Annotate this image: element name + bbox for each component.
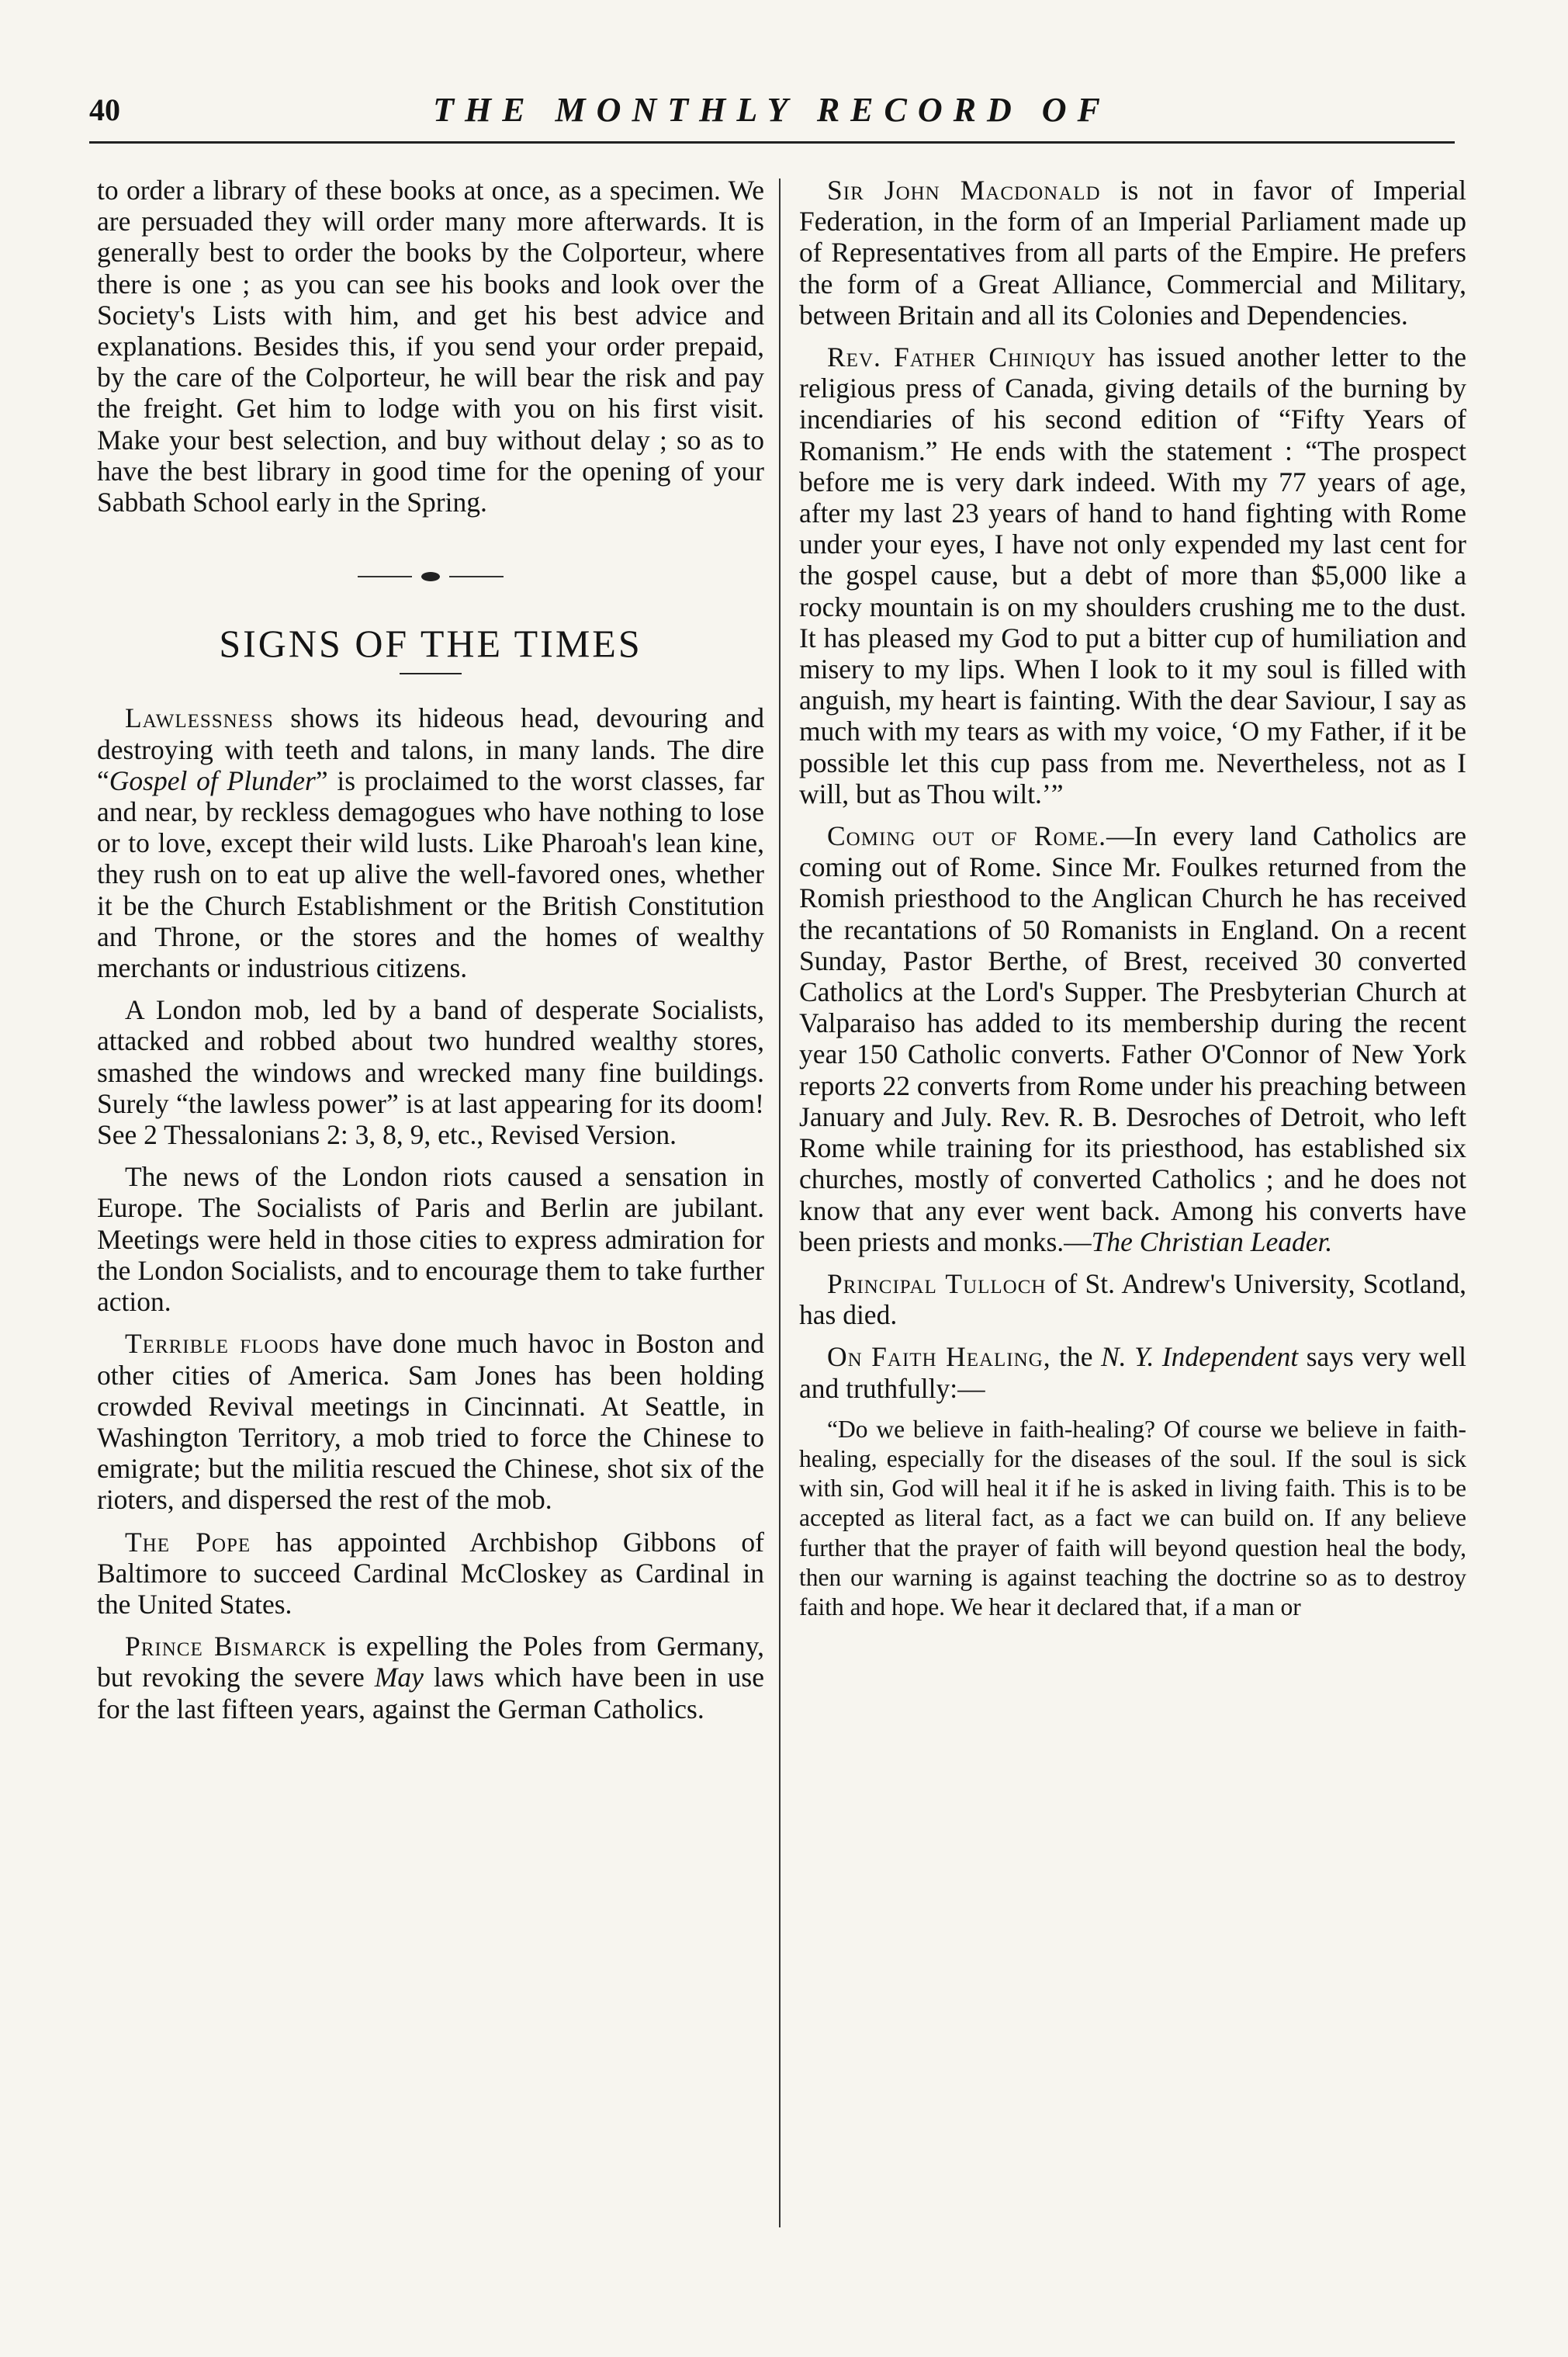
emphasis-gospel-of-plunder: Gospel of Plunder [109,764,316,796]
text-floods: have done much havoc in Boston and other cities of America. Sam Jones has been holding crowded Revival meetings in Cincinnati. At Seattle, in Washington Territory, a mob tried to force the Chinese to emigrate; but the militia rescued the Chinese, shot six of the rioters, and dispersed the rest of the mob. [97,1328,764,1516]
ornament-icon [421,572,440,581]
paragraph-bismarck [97,1631,764,1724]
title-rule [400,673,462,674]
text-bismarck-a: is expelling the Poles from Germany, but revoking the severe [97,1631,764,1693]
ornament-line-left [358,576,412,577]
paragraph-macdonald [799,175,1466,331]
paragraph-floods [97,1328,764,1515]
emphasis-independent: N. Y. Independent [1100,1341,1299,1373]
running-title: THE MONTHLY RECORD OF [433,91,1111,129]
paragraph-tulloch [799,1268,1466,1330]
page-header [89,85,1455,147]
right-column [799,175,1466,1633]
emphasis-may: May [374,1662,424,1693]
text-tulloch: of St. Andrew's University, Scotland, has died. [799,1267,1466,1331]
lead-faith-healing: On Faith Healing, [827,1341,1051,1373]
text-lawlessness-a: shows its hideous head, devouring and destroying with teeth and talons, in many lands. The dire “ [97,702,764,796]
paragraph-lawlessness [97,702,764,983]
paragraph-london-mob: A London mob, led by a band of desperate Socialists, attacked and robbed about two hundred wealthy stores, smashed the windows and wrecked many fine buildings. Surely “the lawless power” is at last appearing for its doom! See 2 Thessalonians 2: 3, 8, 9, etc., Revised Version. [97,994,764,1151]
lead-macdonald: Sir John Macdonald [827,175,1101,206]
header-rule [89,141,1455,144]
lead-bismarck: Prince Bismarck [125,1631,327,1662]
lead-floods: Terrible floods [125,1328,320,1360]
paragraph-chiniquy [799,341,1466,809]
text-chiniquy: has issued another letter to the religious press of Canada, giving details of the burning by incendiaries of his second edition of “Fifty Years of Romanism.” He ends with the statement : “The prospect before me is very dark indeed. With my 77 years of age, after my last 23 years of hand to hand fighting with Rome under your eyes, I have not only expended my last cent for the gospel cause, but a debt of more than $5,000 like a rocky mountain is on my shoulders crushing me to the dust. It has pleased my God to put a bitter cup of humiliation and misery to my lips. When I look to it my soul is filled with anguish, my heart is fainting. With the dear Saviour, I say as much with my tears as with my voice, ‘O my Father, if it be possible let this cup pass from me. Nevertheless, not as I will, but as Thou wilt.’” [799,341,1466,809]
ornament-line-right [449,576,504,577]
section-ornament [97,558,764,581]
left-column [97,175,764,1735]
column-divider [779,179,781,2227]
citation-christian-leader: The Christian Leader. [1091,1225,1333,1257]
paragraph-london-riots: The news of the London riots caused a sensation in Europe. The Socialists of Paris and Berlin are jubilant. Meetings were held in those cities to express admiration for the London Socialists, and to encourage them to take further action. [97,1161,764,1318]
quote-faith-healing: “Do we believe in faith-healing? Of course we believe in faith-healing, especially for the diseases of the soul. If the soul is sick with sin, God will heal it if he is asked in living faith. This is to be accepted as literal fact, as a fact we can build on. If any believe further that the prayer of faith will beyond question heal the body, then our warning is against teaching the doctrine so as to destroy faith and hope. We hear it declared that, if a man or [799,1415,1466,1620]
lead-coming-out-of-rome: Coming out of Rome. [827,820,1106,852]
paragraph-pope [97,1527,764,1620]
paragraph-coming-out-of-rome [799,820,1466,1257]
lead-lawlessness: Lawlessness [125,702,274,734]
section-title: SIGNS OF THE TIMES [219,622,642,666]
text-faith-healing-b: says very well and truthfully:— [799,1341,1466,1404]
text-faith-healing-a: the [1051,1341,1101,1373]
text-macdonald: is not in favor of Imperial Federation, in the form of an Imperial Parliament made up of Representatives from all parts of the Empire. He prefers the form of a Great Alliance, Commercial and Military, between Britain and all its Colonies and Dependencies. [799,175,1466,331]
text-coming-out-of-rome: —In every land Catholics are coming out of Rome. Since Mr. Foulkes returned from the Romish priesthood to the Anglican Church he has received the recantations of 50 Romanists in England. On a recent Sunday, Pastor Berthe, of Brest, received 30 converted Catholics at the Lord's Supper. The Presbyterian Church at Valparaiso has added to its membership during the recent year 150 Catholic converts. Father O'Connor of New York reports 22 converts from Rome under his preaching between January and July. Rev. R. B. Desroches of Detroit, who left Rome while training for its priesthood, has established six churches, mostly of converted Catholics ; and he does not know that any ever went back. Among his converts have been priests and monks.— [799,820,1466,1257]
lead-pope: The Pope [125,1526,251,1558]
page-number: 40 [89,92,120,127]
text-bismarck-b: laws which have been in use for the last fifteen years, against the German Catholics. [97,1662,764,1724]
lead-tulloch: Principal Tulloch [827,1267,1047,1299]
lead-chiniquy: Rev. Father Chiniquy [827,341,1096,373]
text-lawlessness-b: ” is proclaimed to the worst classes, far and near, by reckless demagogues who have nothing to lose or to love, except their wild lusts. Like Pharoah's lean kine, they rush on to eat up alive the well-favored ones, whether it be the Church Establishment or the British Constitution and Throne, or the stores and the homes of wealthy merchants or industrious citizens. [97,764,764,984]
paragraph-faith-healing [799,1341,1466,1403]
intro-paragraph: to order a library of these books at once, as a specimen. We are persuaded they will order many more afterwards. It is generally best to order the books by the Colporteur, where there is one ; as you can see his books and look over the Society's Lists with him, and get his best advice and explanations. Besides this, if you send your order prepaid, by the care of the Colporteur, he will bear the risk and pay the freight. Get him to lodge with you on his first visit. Make your best selection, and buy without delay ; so as to have the best library in good time for the opening of your Sabbath School early in the Spring. [97,175,764,518]
text-pope: has appointed Archbishop Gibbons of Baltimore to succeed Cardinal McCloskey as Cardinal in the United States. [97,1526,764,1620]
